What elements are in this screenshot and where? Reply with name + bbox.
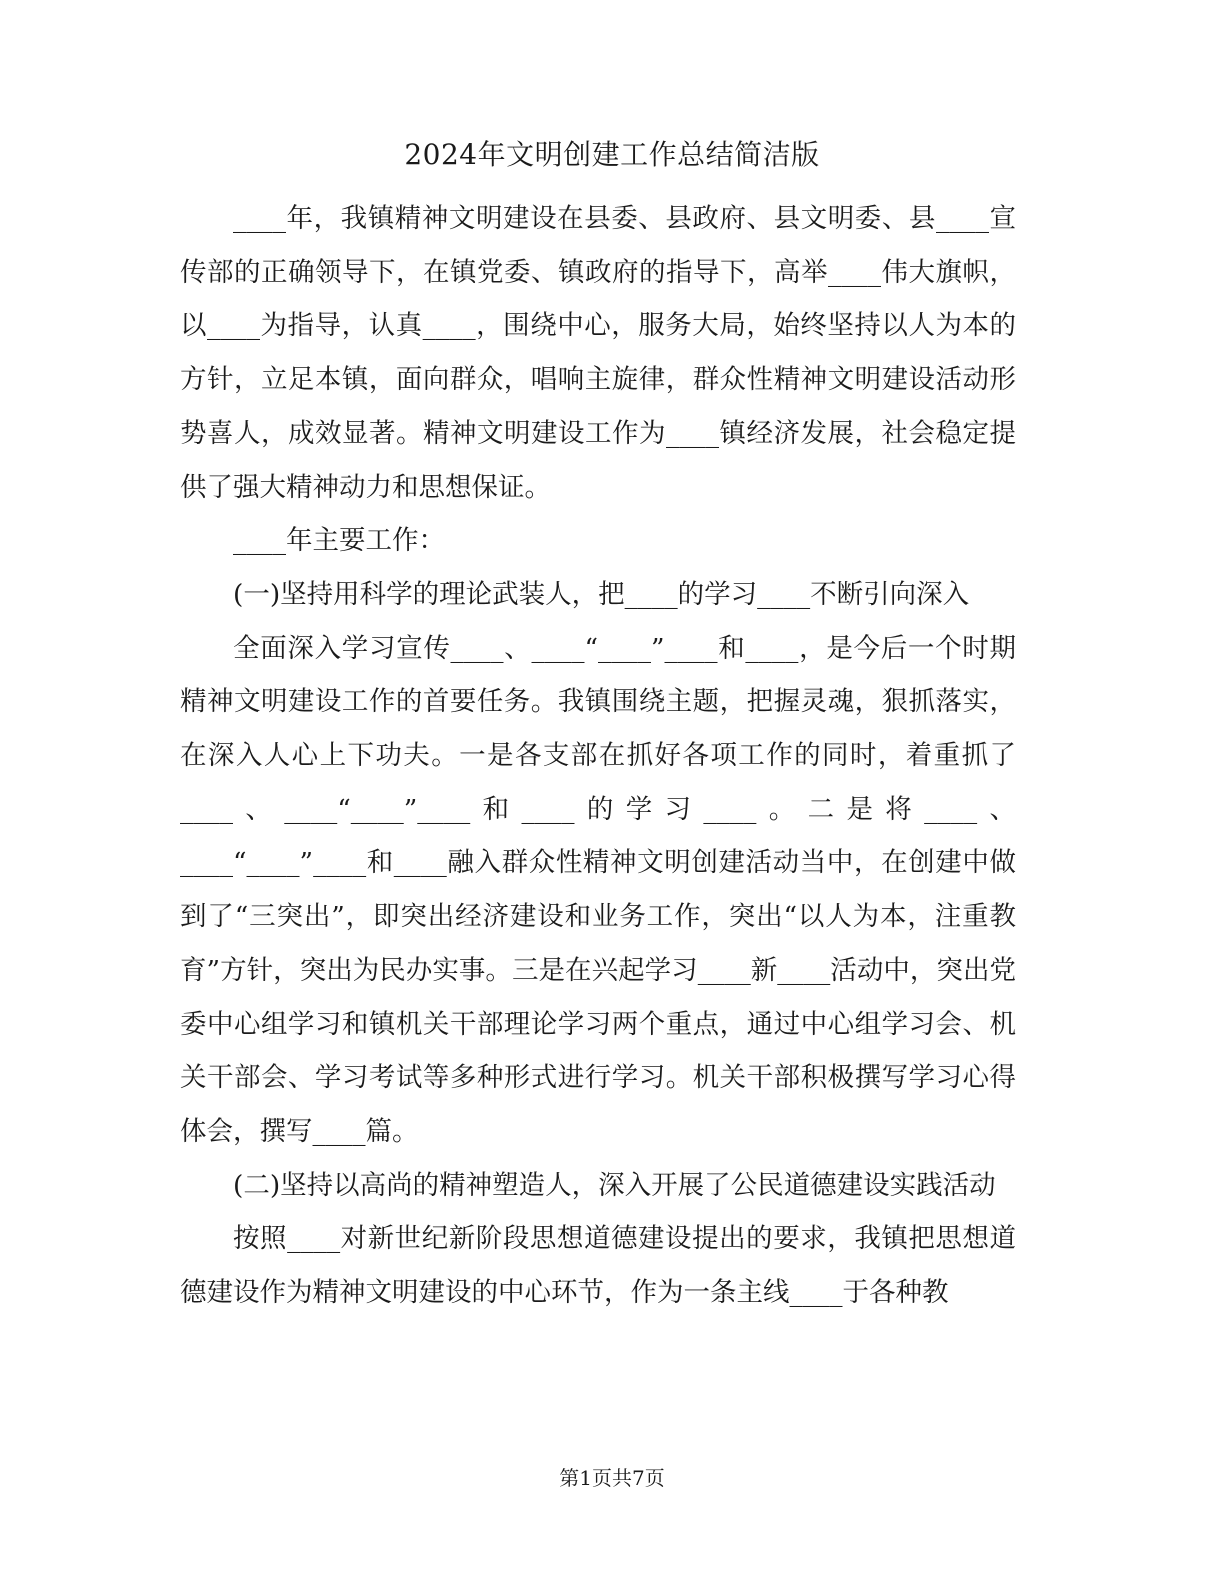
paragraph-intro: ____年，我镇精神文明建设在县委、县政府、县文明委、县____宣传部的正确领导下，在镇党委、镇政府的指导下，高举____伟大旗帜，以____为指导，认真____，围绕中心，服务大局，始终坚持以人为本的方针，立足本镇，面向群众，唱响主旋律，群众性精神文明建设活动形势喜人，成效显著。精神文明建设工作为____镇经济发展，社会稳定提供了强大精神动力和思想保证。 [180,203,1016,503]
section-heading-2: (二)坚持以高尚的精神塑造人，深入开展了公民道德建设实践活动 [233,1169,996,1201]
document-body [180,192,1016,1320]
paragraph-section-2: 按照____对新世纪新阶段思想道德建设提出的要求，我镇把思想道德建设作为精神文明建设的中心环节，作为一条主线____于各种教 [180,1223,1016,1309]
paragraph-section-1: 全面深入学习宣传____、____“____”____和____，是今后一个时期精神文明建设工作的首要任务。我镇围绕主题，把握灵魂，狠抓落实，在深入人心上下功夫。一是各支部在抓好各项工作的同时，着重抓了____、____“____”____和____的学习____。二是将____、____“____”____和____融入群众性精神文明创建活动当中，在创建中做到了“三突出”，即突出经济建设和业务工作，突出“以人为本，注重教育”方针，突出为民办实事。三是在兴起学习____新____活动中，突出党委中心组学习和镇机关干部理论学习两个重点，通过中心组学习会、机关干部会、学习考试等多种形式进行学习。机关干部积极撰写学习心得体会，撰写____篇。 [180,632,1016,1147]
paragraph-main-work-heading: ____年主要工作： [233,525,445,557]
page-number: 第1页共7页 [559,1466,665,1490]
document-title: 2024年文明创建工作总结简洁版 [404,138,820,171]
section-heading-1: (一)坚持用科学的理论武装人，把____的学习____不断引向深入 [233,578,970,610]
